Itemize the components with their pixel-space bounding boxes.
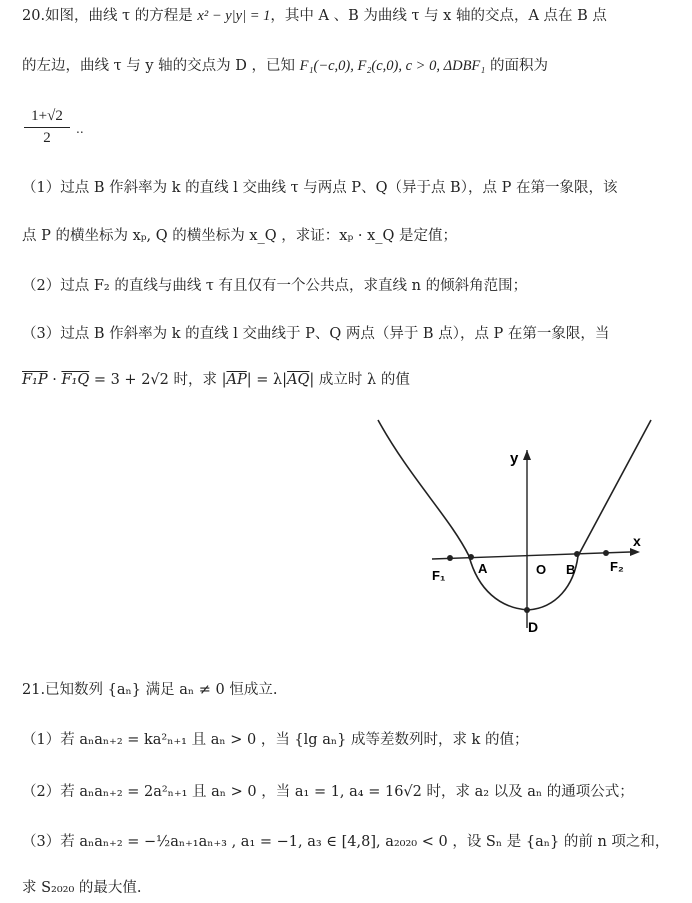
q20-part-3a: （3）过点 B 作斜率为 k 的直线 l 交曲线于 P、Q 两点（异于 B 点），点 P 在第一象限，当: [22, 326, 610, 342]
q20-area-text: 的面积为: [485, 58, 548, 74]
q20-part-1a: （1）过点 B 作斜率为 k 的直线 l 交曲线 τ 与两点 P、Q（异于点 B），点 P 在第一象限，该: [22, 180, 618, 196]
area-fraction: [24, 108, 70, 147]
q20-given: 的左边，曲线 τ 与 y 轴的交点为 D ，已知: [22, 58, 300, 74]
label-b: B: [566, 562, 576, 577]
vector-f1q: F₁Q: [61, 372, 90, 388]
fraction-denominator: 2: [43, 130, 51, 146]
label-f1: F₁: [432, 568, 446, 583]
vector-f1p: F₁P: [22, 372, 48, 388]
curve-figure: [370, 418, 660, 648]
q21-part-3a: （3）若 aₙaₙ₊₂ = −½aₙ₊₁aₙ₊₃ , a₁ = −1, a₃ ∈ [4,8], a₂₀₂₀ < 0 ，设 Sₙ 是 {aₙ} 的前 n 项之和，: [22, 834, 670, 850]
x-axis-arrow: [630, 548, 640, 556]
curve-left-branch: [378, 420, 469, 556]
q20-line-2: [22, 56, 548, 76]
point-f1: [447, 555, 453, 561]
fraction-numerator: 1+√2: [24, 108, 70, 128]
vector-ap: $\overline{AP}$: [226, 372, 247, 388]
point-f2: [603, 550, 609, 556]
q21-part-2: （2）若 aₙaₙ₊₂ = 2a²ₙ₊₁ 且 aₙ > 0 ，当 a₁ = 1, a₄ = 16√2 时，求 a₂ 以及 aₙ 的通项公式；: [22, 784, 634, 800]
dot-operator: ·: [47, 372, 62, 388]
label-y: y: [510, 450, 519, 467]
point-b: [574, 551, 580, 557]
x-axis: [432, 552, 630, 559]
condition-text: = 3 + 2√2 时，求 |: [89, 372, 227, 388]
label-d: D: [528, 619, 539, 635]
q21-title: 21.已知数列 {aₙ} 满足 aₙ ≠ 0 恒成立.: [22, 682, 278, 698]
q20-part-2: （2）过点 F₂ 的直线与曲线 τ 有且仅有一个公共点，求直线 n 的倾斜角范围；: [22, 278, 528, 294]
label-f2: F₂: [610, 559, 624, 574]
foci-definition: F₁(−c,0), F₂(c,0), c > 0, ΔDBF₁: [299, 58, 486, 74]
vector-aq: $\overline{AQ}$: [287, 372, 310, 388]
q20-intro: 20.如图，曲线 τ 的方程是: [22, 8, 198, 24]
q21-part-1: （1）若 aₙaₙ₊₂ = ka²ₙ₊₁ 且 aₙ > 0 ，当 {lg aₙ} 成等差数列时，求 k 的值；: [22, 732, 529, 748]
q20-intro-tail: ，其中 A 、B 为曲线 τ 与 x 轴的交点，A 点在 B 点: [270, 8, 607, 24]
fraction-tail: ..: [76, 122, 84, 136]
q20-part-1b: 点 P 的横坐标为 xₚ, Q 的横坐标为 x_Q ，求证：xₚ · x_Q 是定值；: [22, 228, 458, 244]
label-x: x: [633, 533, 641, 549]
q20-line-1: [22, 6, 607, 26]
point-d: [524, 607, 530, 613]
q20-part-3b: [22, 370, 410, 390]
point-a: [468, 554, 474, 560]
label-o: O: [536, 562, 547, 577]
lambda-equation: | = λ|: [246, 372, 288, 388]
y-axis-arrow: [523, 450, 531, 460]
condition-end: | 成立时 λ 的值: [309, 372, 410, 388]
curve-equation: x² − y|y| = 1: [197, 8, 271, 24]
label-a: A: [478, 561, 488, 576]
q21-part-3b: 求 S₂₀₂₀ 的最大值.: [22, 880, 142, 896]
